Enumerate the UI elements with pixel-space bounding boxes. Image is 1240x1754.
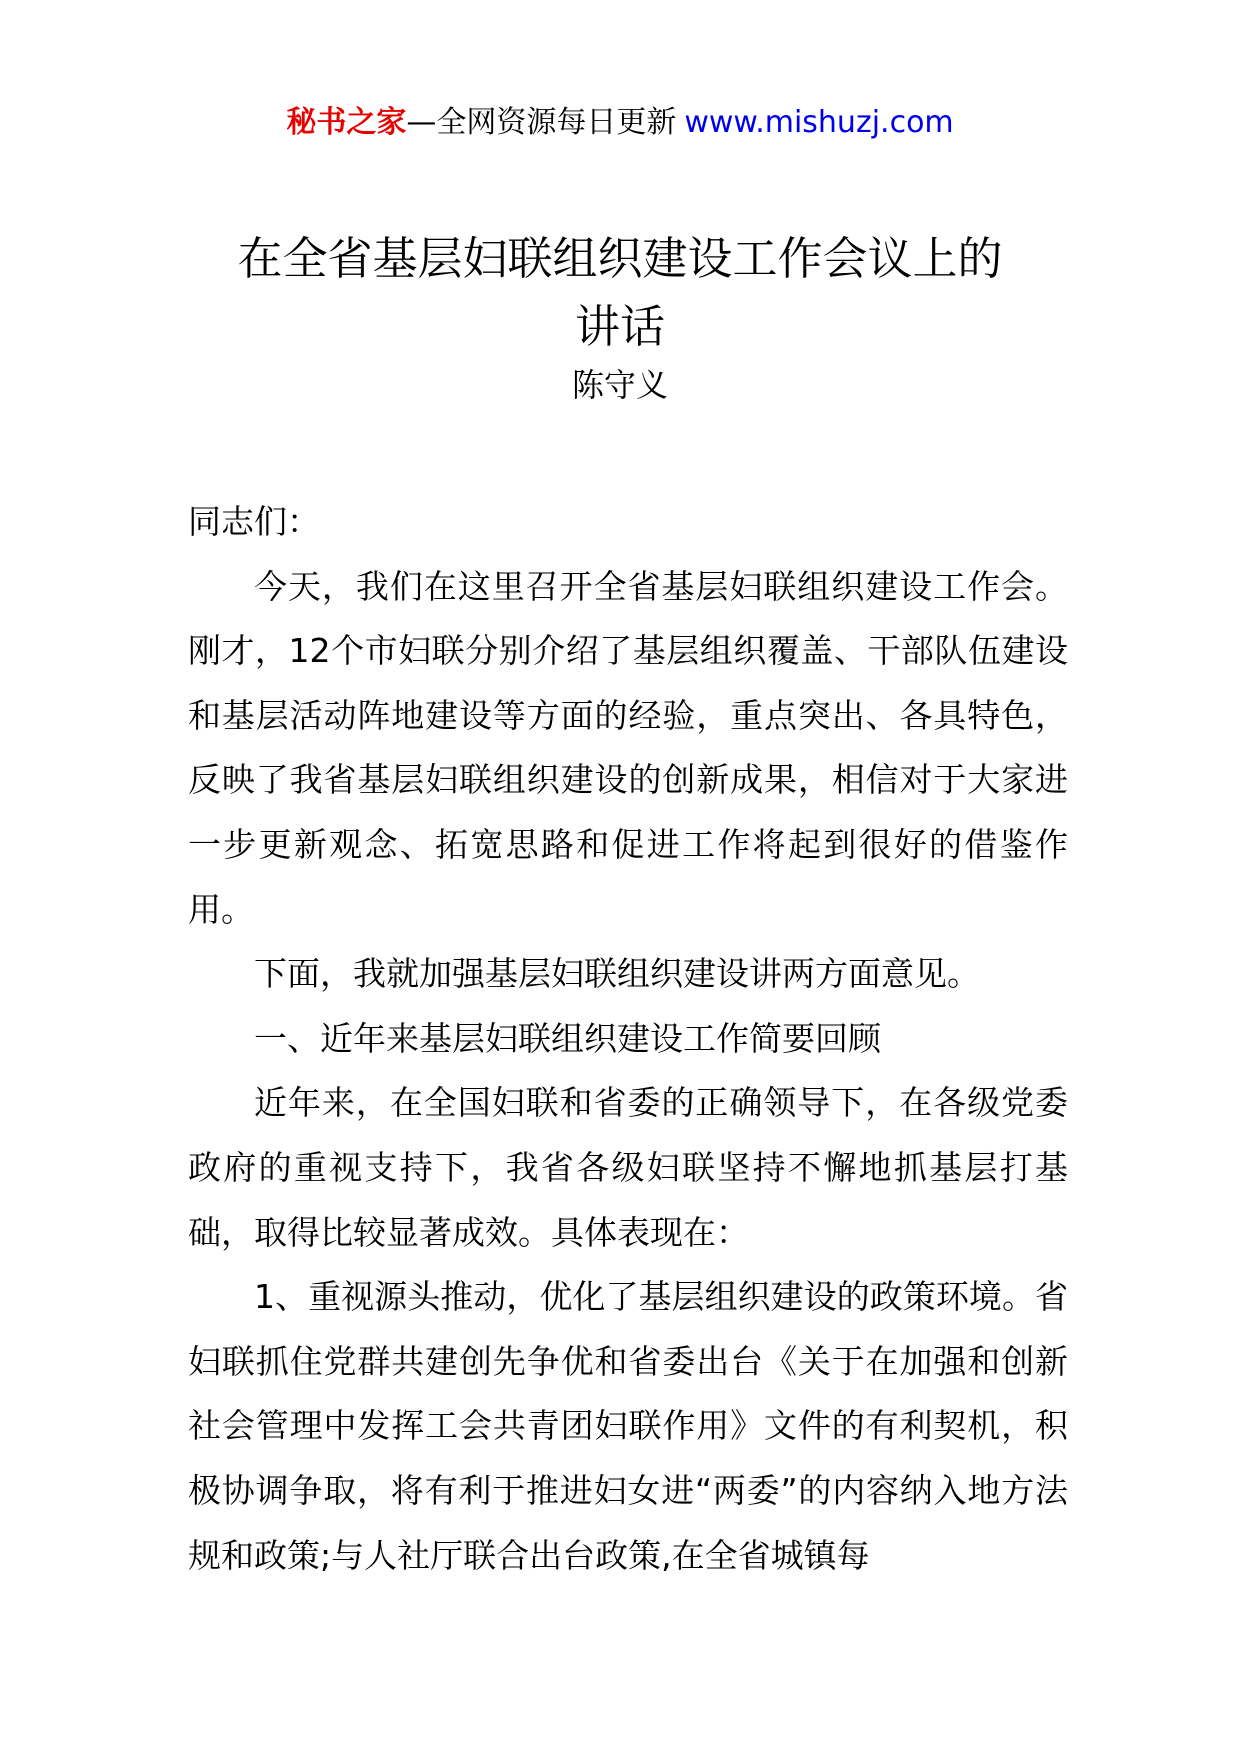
site-slogan: —全网资源每日更新 [406,105,677,140]
paragraph: 近年来，在全国妇联和省委的正确领导下，在各级党委政府的重视支持下，我省各级妇联坚持不懈地抓基层打基础，取得比较显著成效。具体表现在： [188,1083,1068,1252]
paragraph: 1、重视源头推动，优化了基层组织建设的政策环境。省妇联抓住党群共建创先争优和省委出台《关于在加强和创新社会管理中发挥工会共青团妇联作用》文件的有利契机，积极协调争取，将有利于推进妇女进“两委”的内容纳入地方法规和政策;与人社厅联合出台政策,在全省城镇每 [188,1277,1068,1575]
site-brand: 秘书之家 [286,105,407,140]
salutation: 同志们： [188,502,320,541]
document-body [188,490,1068,1588]
document-author: 陈守义 [571,366,668,404]
document-title [0,225,1240,361]
section-heading: 一、近年来基层妇联组织建设工作简要回顾 [254,1018,881,1058]
title-line-1: 在全省基层妇联组织建设工作会议上的 [237,232,1003,285]
title-line-2: 讲话 [574,300,665,353]
site-url-link[interactable]: www.mishuzj.com [684,105,954,140]
paragraph: 下面，我就加强基层妇联组织建设讲两方面意见。 [254,954,980,994]
paragraph: 今天，我们在这里召开全省基层妇联组织建设工作会。刚才，12个市妇联分别介绍了基层组织覆盖、干部队伍建设和基层活动阵地建设等方面的经验，重点突出、各具特色，反映了我省基层妇联组织建设的创新成果，相信对于大家进一步更新观念、拓宽思路和促进工作将起到很好的借鉴作用。 [188,566,1068,929]
site-header [0,102,1240,144]
